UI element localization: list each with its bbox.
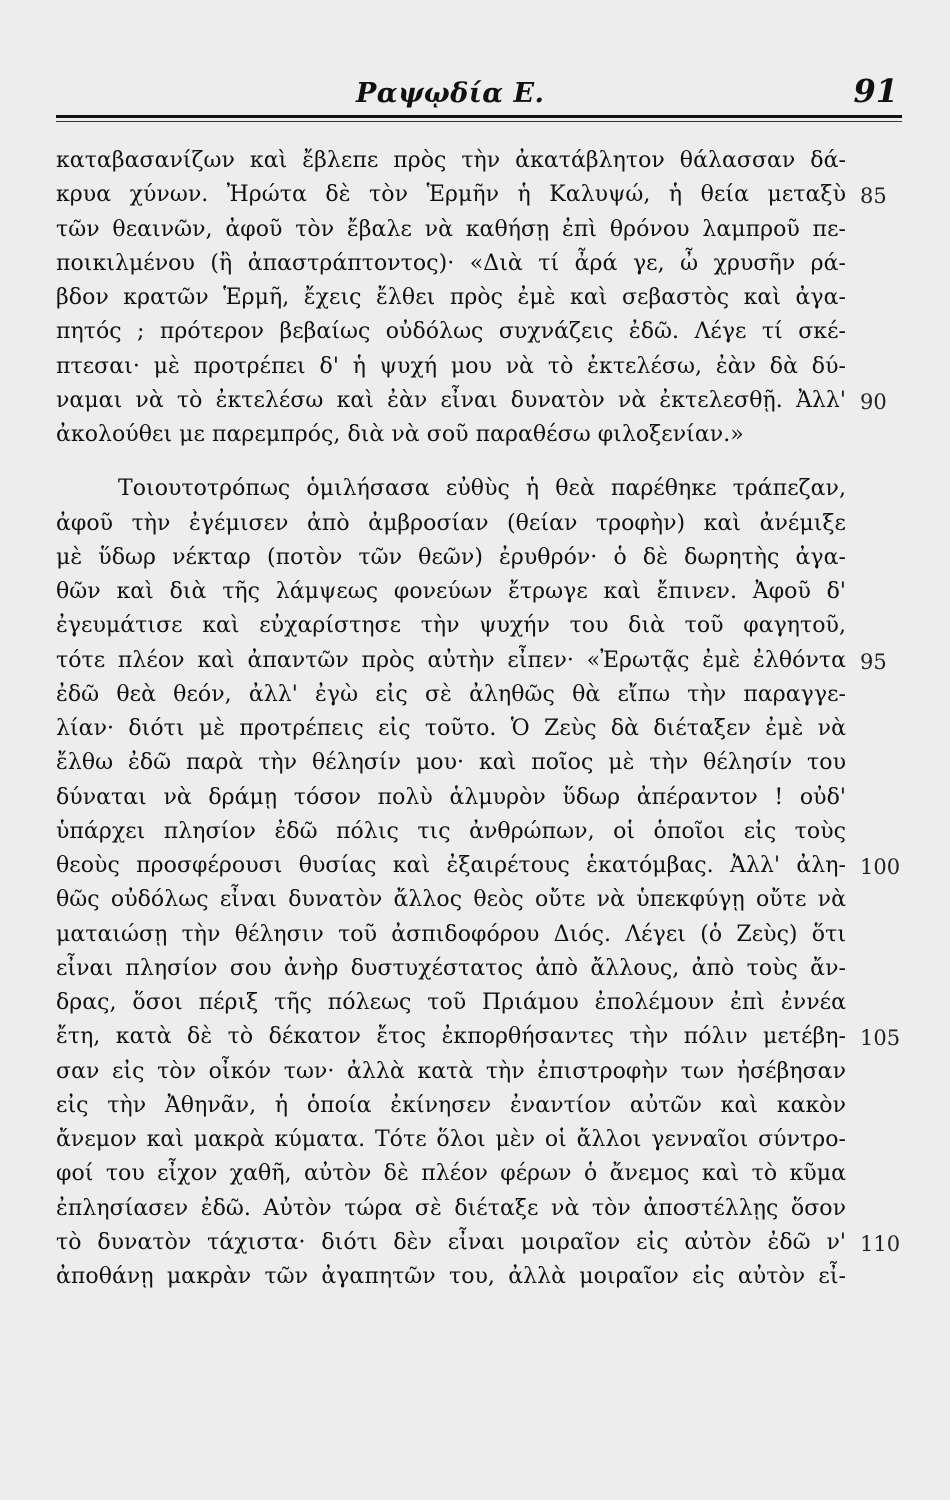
text-line: θεοὺς προσφέρουσι θυσίας καὶ ἐξαιρέτους ἑκατόμβας. Ἀλλ' ἀλη-	[56, 853, 846, 878]
verse-number: 90	[860, 389, 887, 414]
text-line: μὲ ὕδωρ νέκταρ (ποτὸν τῶν θεῶν) ἐρυθρόν· ὁ δὲ δωρητὴς ἀγα-	[56, 544, 846, 570]
text-line: ἀποθάνῃ μακρὰν τῶν ἀγαπητῶν του, ἀλλὰ μοιραῖον εἰς αὐτὸν εἶ-	[56, 1264, 846, 1289]
text-line: ἐγευμάτισε καὶ εὐχαρίστησε τὴν ψυχήν του διὰ τοῦ φαγητοῦ,	[56, 613, 846, 639]
verse-number: 85	[860, 184, 887, 209]
verse-number: 95	[860, 649, 887, 674]
text-line: βδον κρατῶν Ἑρμῆ, ἔχεις ἔλθει πρὸς ἐμὲ καὶ σεβαστὸς καὶ ἀγα-	[56, 285, 846, 310]
text-line: ναμαι νὰ τὸ ἐκτελέσω καὶ ἐὰν εἶναι δυνατὸν νὰ ἐκτελεσθῇ. Ἀλλ'	[56, 387, 846, 413]
text-line: δρας, ὅσοι πέριξ τῆς πόλεως τοῦ Πριάμου ἐπολέμουν ἐπὶ ἐννέα	[56, 990, 846, 1015]
text-line: τὸ δυνατὸν τάχιστα· διότι δὲν εἶναι μοιραῖον εἰς αὐτὸν ἐδῶ ν'	[56, 1229, 846, 1255]
text-line: εἶναι πλησίον σου ἀνὴρ δυστυχέστατος ἀπὸ ἄλλους, ἀπὸ τοὺς ἄν-	[56, 955, 846, 981]
text-line: Τοιουτοτρόπως ὁμιλήσασα εὐθὺς ἡ θεὰ παρέθηκε τράπεζαν,	[118, 476, 846, 502]
text-line: εἰς τὴν Ἀθηνᾶν, ἡ ὁποία ἐκίνησεν ἐναντίον αὐτῶν καὶ κακὸν	[56, 1092, 846, 1118]
text-line: ἐδῶ θεὰ θεόν, ἀλλ' ἐγὼ εἰς σὲ ἀληθῶς θὰ εἴπω τὴν παραγγε-	[56, 681, 846, 707]
header-rule-thin	[56, 121, 902, 122]
text-line: ἔλθω ἐδῶ παρὰ τὴν θέλησίν μου· καὶ ποῖος μὲ τὴν θέλησίν του	[56, 750, 846, 776]
text-line: ποικιλμένου (ἢ ἀπαστράπτοντος)· «Διὰ τί ἆρά γε, ὦ χρυσῆν ρά-	[56, 250, 846, 276]
page-header	[56, 72, 902, 112]
text-line: δύναται νὰ δράμῃ τόσον πολὺ ἁλμυρὸν ὕδωρ ἀπέραντον ! οὐδ'	[56, 784, 846, 810]
text-line: ἀκολούθει με παρεμπρός, διὰ νὰ σοῦ παραθέσω φιλοξενίαν.»	[56, 422, 744, 447]
text-line: ἀφοῦ τὴν ἐγέμισεν ἀπὸ ἀμβροσίαν (θείαν τροφὴν) καὶ ἀνέμιξε	[56, 510, 846, 536]
text-line: ἄνεμον καὶ μακρὰ κύματα. Τότε ὅλοι μὲν οἱ ἄλλοι γενναῖοι σύντρο-	[56, 1127, 846, 1152]
text-line: ἔτη, κατὰ δὲ τὸ δέκατον ἔτος ἐκπορθήσαντες τὴν πόλιν μετέβη-	[56, 1024, 846, 1050]
text-line: τότε πλέον καὶ ἀπαντῶν πρὸς αὐτὴν εἶπεν· «Ἐρωτᾷς ἐμὲ ἐλθόντα	[56, 647, 846, 673]
page-number: 91	[853, 72, 898, 110]
text-line: ὑπάρχει πλησίον ἐδῶ πόλις τις ἀνθρώπων, οἱ ὁποῖοι εἰς τοὺς	[56, 818, 846, 844]
text-line: πητός ; πρότερον βεβαίως οὐδόλως συχνάζεις ἐδῶ. Λέγε τί σκέ-	[56, 319, 846, 345]
text-line: σαν εἰς τὸν οἶκόν των· ἀλλὰ κατὰ τὴν ἐπιστροφὴν των ἠσέβησαν	[56, 1058, 846, 1084]
paragraph	[56, 144, 846, 452]
text-line: θῶς οὐδόλως εἶναι δυνατὸν ἄλλος θεὸς οὔτε νὰ ὑπεκφύγῃ οὔτε νὰ	[56, 887, 846, 913]
paragraph	[56, 472, 846, 1294]
text-line: πτεσαι· μὲ προτρέπει δ' ἡ ψυχή μου νὰ τὸ ἐκτελέσω, ἐὰν δὰ δύ-	[56, 353, 846, 379]
text-line: φοί του εἶχον χαθῆ, αὐτὸν δὲ πλέον φέρων ὁ ἄνεμος καὶ τὸ κῦμα	[56, 1161, 846, 1187]
text-line: ματαιώσῃ τὴν θέλησιν τοῦ ἀσπιδοφόρου Διός. Λέγει (ὁ Ζεὺς) ὅτι	[56, 921, 846, 947]
text-line: ἐπλησίασεν ἐδῶ. Αὐτὸν τώρα σὲ διέταξε νὰ τὸν ἀποστέλλῃς ὅσον	[56, 1195, 846, 1221]
running-title: Ραψῳδία Ε.	[356, 78, 545, 109]
verse-number: 110	[860, 1231, 901, 1256]
header-rule	[56, 115, 902, 118]
verse-number: 105	[860, 1026, 901, 1051]
text-line: τῶν θεαινῶν, ἀφοῦ τὸν ἔβαλε νὰ καθήσῃ ἐπὶ θρόνου λαμπροῦ πε-	[56, 216, 846, 242]
text-line: θῶν καὶ διὰ τῆς λάμψεως φονεύων ἔτρωγε καὶ ἔπινεν. Ἀφοῦ δ'	[56, 579, 846, 604]
text-line: καταβασανίζων καὶ ἔβλεπε πρὸς τὴν ἀκατάβλητον θάλασσαν δά-	[56, 148, 846, 173]
text-line: λίαν· διότι μὲ προτρέπεις εἰς τοῦτο. Ὁ Ζεὺς δὰ διέταξεν ἐμὲ νὰ	[56, 716, 846, 741]
text-line: κρυα χύνων. Ἠρώτα δὲ τὸν Ἑρμῆν ἡ Καλυψώ, ἡ θεία μεταξὺ	[56, 182, 846, 208]
body-text	[56, 144, 846, 1294]
verse-number: 100	[860, 855, 901, 879]
